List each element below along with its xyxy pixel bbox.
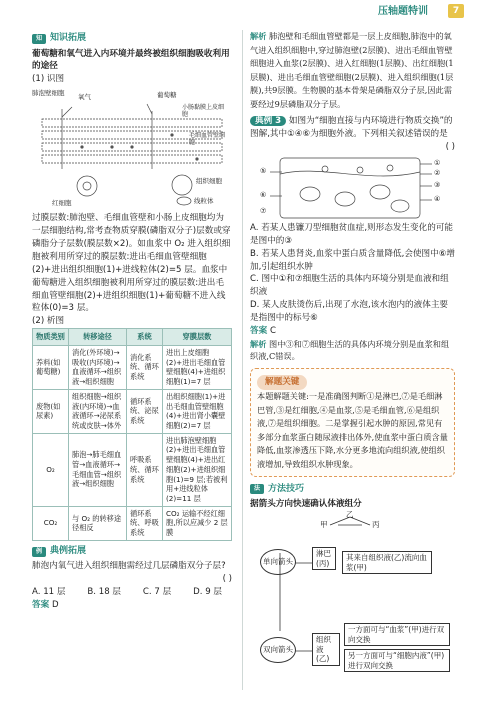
column-divider — [242, 30, 243, 690]
section-example: 例 典例拓展 — [32, 545, 232, 559]
table-cell: 呼吸系统、循环系统 — [127, 433, 163, 506]
header-title: 压轴题特训 — [378, 6, 428, 17]
label-tissue-cell: 组织细胞 — [196, 177, 222, 186]
label-glucose: 葡萄糖 — [157, 91, 177, 100]
table-cell: 消化系统、循环系统 — [127, 345, 163, 389]
cell-exchange-figure — [250, 154, 455, 222]
section-method: 法 方法技巧 — [250, 483, 455, 497]
label-intestinal-cell: 小肠黏膜上皮细胞 — [182, 104, 225, 118]
tissue-fluid-box: 组织液(乙) — [312, 633, 340, 666]
lymph-note: 其来自组织液(乙)流向血浆(甲) — [342, 551, 432, 575]
page-header — [0, 0, 480, 22]
key-point-box — [250, 368, 455, 476]
option-c: C. 7 层 — [142, 587, 172, 598]
section-icon: 例 — [32, 547, 46, 557]
label-oxygen: 氧气 — [78, 93, 91, 102]
tissue-line-1: 一方面可与“血浆”(甲)进行双向交换 — [344, 623, 450, 647]
fig-label-6: ⑥ — [260, 190, 267, 199]
label-mitochondria: 线粒体 — [194, 197, 214, 206]
membrane-paragraph: 过膜层数:肺泡壁、毛细血管壁和小肠上皮细胞均为一层细胞结构,常考查物质穿膜(磷脂双分子)层数或穿磷脂分子层数(膜层数×2)。如血浆中 O₂ 进入组织细胞被利用所穿过的膜层数:进出毛细血管壁细胞(2)+进出组织细胞(1)+进线粒体(2)=5 层。血浆中葡萄糖进入组织细胞被利用所穿过的膜层数:进出毛细血管壁细胞(2)+进组织细胞(1)+葡萄糖不进入线粒体(0)=3 层。 — [32, 213, 231, 314]
tri-yi: 乙 — [346, 509, 354, 519]
question-1: 肺泡内氧气进入组织细胞需经过几层磷脂双分子层? — [32, 561, 226, 572]
analysis-3: 解析 图中③和⑦细胞生活的具体内环境分别是血浆和组织液,C错误。 — [250, 338, 450, 362]
option-c: C. 图中①和⑦细胞生活的具体内环境分别是血液和组织液 — [250, 274, 449, 298]
label-capillary-cell: 毛细血管壁细胞 — [189, 132, 226, 146]
tissue-line-2: 另一方面可与“细胞内液”(甲)进行双向交换 — [344, 649, 450, 673]
fig-label-5: ⑤ — [260, 166, 267, 175]
cell-figure-svg — [250, 154, 455, 222]
tri-bing: 丙 — [372, 519, 380, 529]
subheading-2: (2) 析图 — [32, 316, 65, 327]
example-3: 典例 3 如图为“细胞直接与内环境进行物质交换”的图解,其中①④⑥为细胞外液。下列相关叙述错误的是 — [250, 116, 453, 140]
option-b: B. 18 层 — [87, 587, 121, 598]
table-cell: 循环系统、泌尿系统 — [127, 389, 163, 433]
section-title: 葡萄糖和氧气进入内环境并最终被组织细胞吸收利用的途径 — [32, 48, 230, 72]
section-icon: 知 — [32, 34, 46, 44]
table-header: 物质类别 — [33, 329, 69, 346]
table-cell: 肺泡→肺毛细血管→血液循环→毛细血管→组织液→组织细胞 — [69, 433, 127, 506]
fig-label-1: ① — [434, 158, 441, 167]
table-cell: CO₂ 运输不经红细胞,所以应减少 2 层膜 — [163, 506, 232, 540]
lymph-box: 淋巴(丙) — [312, 547, 336, 571]
fig-label-3: ③ — [434, 180, 441, 189]
table-header: 转移途径 — [69, 329, 127, 346]
option-a: A. 若某人患镰刀型细胞贫血症,则形态发生变化的可能是图中的③ — [250, 222, 453, 246]
option-a: A. 11 层 — [32, 587, 66, 598]
fluid-flow-diagram — [250, 511, 455, 681]
left-column — [32, 30, 232, 612]
answer-1: 答案 D — [32, 600, 59, 611]
table-cell: 组织细胞→组织液(内环境)→血液循环→泌尿系统或皮肤→体外 — [69, 389, 127, 433]
table-header: 穿膜层数 — [163, 329, 232, 346]
table-cell: 出组织细胞(1)+进出毛细血管壁细胞(4)+进出肾小囊壁细胞(2)=7 层 — [163, 389, 232, 433]
example-3-paren: ( ) — [445, 141, 455, 152]
tri-jia: 甲 — [320, 519, 328, 529]
section-knowledge: 知 知识拓展 — [32, 32, 232, 46]
table-cell: 进出上皮细胞(2)+进出毛细血管壁细胞(4)+进组织细胞(1)=7 层 — [163, 345, 232, 389]
question-1-options — [32, 586, 222, 599]
transport-table — [32, 328, 232, 541]
table-cell: CO₂ — [33, 506, 69, 540]
label-red-blood-cell: 红细胞 — [52, 199, 72, 208]
page-number: 7 — [448, 4, 464, 18]
table-cell: 消化(外环境)→吸收(内环境)→血液循环→组织液→组织细胞 — [69, 345, 127, 389]
fig-label-7: ⑦ — [260, 206, 267, 215]
table-cell: 循环系统、呼吸系统 — [127, 506, 163, 540]
key-point-text: 本题解题关键:一是准确图判断①是淋巴,⑦是毛细淋巴管,③是红细胞,④是血浆,⑤是毛细血管,⑥是组织液,⑦是组织细胞。二是掌握引起水肿的原因,常见有多部分血浆蛋白随尿液排出体外,使血浆中蛋白质含量降低,血浆渗透压下降,水分更多地流向组织液,使组织液增加,导致组织水肿现象。 — [257, 391, 448, 470]
table-row — [33, 506, 232, 540]
fig-label-4: ④ — [434, 194, 441, 203]
analysis-1: 解析 肺泡壁和毛细血管壁都是一层上皮细胞,肺泡中的氧气进入组织细胞中,穿过肺泡壁(2层膜)、进出毛细血管壁细胞进入血浆(2层膜)、进入红细胞(1层膜)、出红细胞(1层膜)、进出毛细血管壁细胞(2层膜)、进入组织细胞(1层膜),共9层膜。生物膜的基本骨架是磷脂双分子层,因此需要经过9层磷脂双分子层。 — [250, 31, 454, 109]
question-1-paren: ( ) — [222, 574, 232, 585]
key-point-title: 解题关键 — [257, 375, 307, 390]
section-icon: 法 — [250, 484, 264, 494]
option-d: D. 9 层 — [193, 587, 222, 598]
subheading-1: (1) 识图 — [32, 74, 65, 85]
table-cell: 进出肺泡壁细胞(2)+进出毛细血管壁细胞(4)+进出红细胞(2)+进组织细胞(1)=9 层;若被利用+进线粒体(2)=11 层 — [163, 433, 232, 506]
table-row — [33, 345, 232, 389]
fig-label-2: ② — [434, 168, 441, 177]
option-d: D. 某人皮肤烫伤后,出现了水泡,该水泡内的液体主要是指图中的标号⑥ — [250, 300, 449, 324]
table-cell: 废物(如尿素) — [33, 389, 69, 433]
table-cell: 养料(如葡萄糖) — [33, 345, 69, 389]
option-b: B. 若某人患肾炎,血浆中蛋白质含量降低,会使图中⑥增加,引起组织水肿 — [250, 248, 455, 272]
table-row — [33, 433, 232, 506]
table-header: 系统 — [127, 329, 163, 346]
example-3-tag: 典例 3 — [250, 116, 286, 126]
transport-diagram — [32, 89, 227, 209]
table-row — [33, 389, 232, 433]
table-cell: O₂ — [33, 433, 69, 506]
answer-3: 答案 C — [250, 325, 276, 336]
right-column — [250, 30, 455, 681]
label-alveolar-cell: 肺泡壁细胞 — [32, 89, 65, 98]
two-way-arrow-node: 双向箭头 — [260, 637, 296, 663]
method-title: 据箭头方向快速确认体液组分 — [250, 499, 362, 510]
one-way-arrow-node: 单向箭头 — [260, 549, 296, 575]
table-cell: 与 O₂ 的转移途径相反 — [69, 506, 127, 540]
